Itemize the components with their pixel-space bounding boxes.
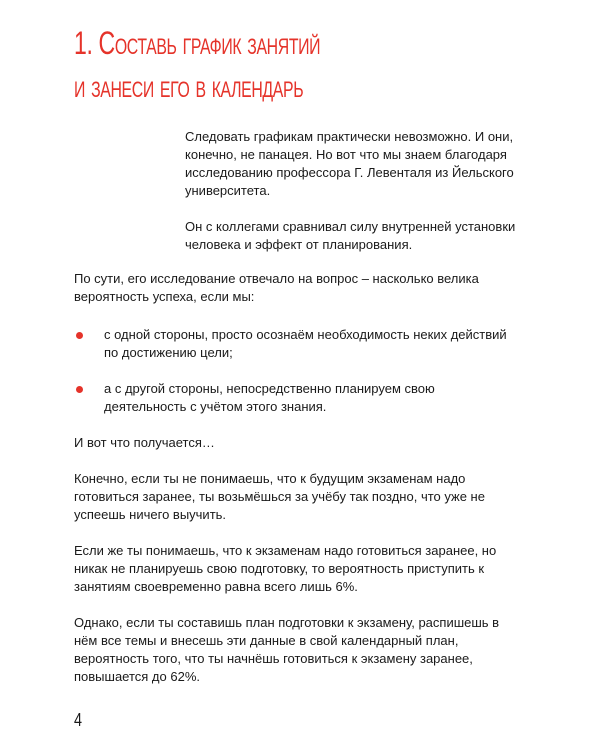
- transition-paragraph: И вот что получается…: [74, 435, 215, 450]
- bullet-item: [74, 326, 520, 362]
- page-number: 4: [74, 710, 83, 730]
- six-percent-paragraph: Если же ты понимаешь, что к экзаменам надо готовиться заранее, но никак не планируешь свою подготовку, то вероятность приступить к занятиям своевременно равна всего лишь 6%.: [74, 543, 497, 594]
- late-start-paragraph: Конечно, если ты не понимаешь, что к будущим экзаменам надо готовиться заранее, ты возьмёшься за учёбу так поздно, что уже не успеешь ничего выучить.: [74, 471, 485, 522]
- title-line-1: 1. Составь график занятий: [74, 25, 321, 61]
- intro-paragraph-2: Он с коллегами сравнивал силу внутренней установки человека и эффект от планирования.: [185, 219, 516, 252]
- bullet-text: с одной стороны, просто осознаём необходимость неких действий по достижению цели;: [104, 327, 507, 360]
- body-text: [74, 270, 520, 686]
- bullet-item: [74, 380, 520, 416]
- bullet-dot-icon: [76, 386, 83, 393]
- sixty-two-percent-paragraph: Однако, если ты составишь план подготовки к экзамену, распишешь в нём все темы и внесешь эти данные в свой календарный план, вероятность того, что ты начнёшь готовиться к экзамену заранее, повышается до 62%.: [74, 615, 500, 684]
- bullet-list: [74, 326, 520, 416]
- bullet-dot-icon: [76, 332, 83, 339]
- intro-block: [185, 128, 520, 272]
- title-line-2: и занеси его в календарь: [74, 68, 304, 104]
- question-paragraph: По сути, его исследование отвечало на вопрос – насколько велика вероятность успеха, если мы:: [74, 271, 479, 304]
- page-title: [74, 22, 320, 108]
- intro-paragraph-1: Следовать графикам практически невозможно. И они, конечно, не панацея. Но вот что мы знаем благодаря исследованию профессора Г. Левенталя из Йельского университета.: [185, 129, 514, 198]
- bullet-text: а с другой стороны, непосредственно планируем свою деятельность с учётом этого знания.: [104, 381, 435, 414]
